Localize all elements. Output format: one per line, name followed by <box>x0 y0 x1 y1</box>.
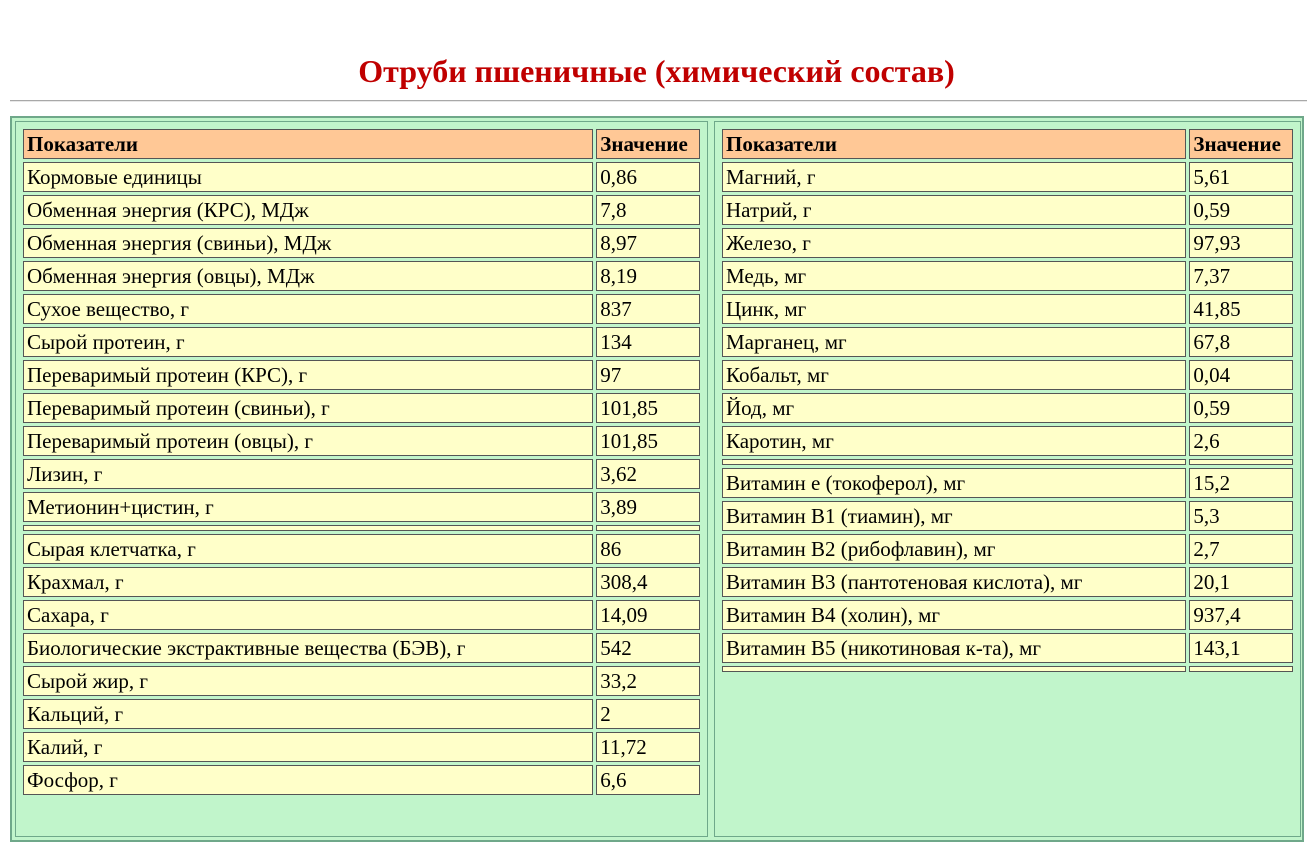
separator-cell <box>1189 666 1293 672</box>
value-cell: 2 <box>596 699 700 729</box>
indicator-cell: Железо, г <box>722 228 1186 258</box>
indicator-cell: Переваримый протеин (свиньи), г <box>23 393 593 423</box>
value-cell: 7,8 <box>596 195 700 225</box>
indicator-cell: Кормовые единицы <box>23 162 593 192</box>
table-header-row <box>23 129 700 159</box>
value-cell: 86 <box>596 534 700 564</box>
table-row <box>722 162 1293 192</box>
value-cell: 143,1 <box>1189 633 1293 663</box>
value-cell: 7,37 <box>1189 261 1293 291</box>
value-cell: 837 <box>596 294 700 324</box>
indicator-cell: Лизин, г <box>23 459 593 489</box>
value-cell: 101,85 <box>596 426 700 456</box>
header-indicator: Показатели <box>722 129 1186 159</box>
indicator-cell: Витамин В5 (никотиновая к-та), мг <box>722 633 1186 663</box>
value-cell: 41,85 <box>1189 294 1293 324</box>
separator-row <box>722 666 1293 672</box>
indicator-cell: Каротин, мг <box>722 426 1186 456</box>
table-row <box>722 426 1293 456</box>
table-row <box>23 699 700 729</box>
indicator-cell: Витамин В3 (пантотеновая кислота), мг <box>722 567 1186 597</box>
separator-cell <box>722 666 1186 672</box>
separator-cell <box>1189 459 1293 465</box>
value-cell: 0,04 <box>1189 360 1293 390</box>
header-value: Значение <box>1189 129 1293 159</box>
table-row <box>23 600 700 630</box>
value-cell: 2,6 <box>1189 426 1293 456</box>
value-cell: 15,2 <box>1189 468 1293 498</box>
table-row <box>23 732 700 762</box>
table-row <box>23 492 700 522</box>
value-cell: 97,93 <box>1189 228 1293 258</box>
indicator-cell: Переваримый протеин (КРС), г <box>23 360 593 390</box>
right-composition-table <box>719 126 1296 675</box>
table-row <box>23 327 700 357</box>
value-cell: 5,3 <box>1189 501 1293 531</box>
table-row <box>722 261 1293 291</box>
value-cell: 308,4 <box>596 567 700 597</box>
table-row <box>722 294 1293 324</box>
left-panel <box>15 121 708 837</box>
indicator-cell: Биологические экстрактивные вещества (БЭВ), г <box>23 633 593 663</box>
page-title: Отруби пшеничные (химический состав) <box>358 53 955 90</box>
separator-row <box>23 525 700 531</box>
table-row <box>23 534 700 564</box>
table-row <box>722 393 1293 423</box>
indicator-cell: Переваримый протеин (овцы), г <box>23 426 593 456</box>
table-row <box>23 567 700 597</box>
indicator-cell: Медь, мг <box>722 261 1186 291</box>
table-row <box>722 534 1293 564</box>
table-row <box>722 195 1293 225</box>
value-cell: 0,59 <box>1189 393 1293 423</box>
value-cell: 134 <box>596 327 700 357</box>
value-cell: 14,09 <box>596 600 700 630</box>
indicator-cell: Витамин В2 (рибофлавин), мг <box>722 534 1186 564</box>
table-row <box>722 600 1293 630</box>
value-cell: 6,6 <box>596 765 700 795</box>
horizontal-rule <box>10 100 1307 102</box>
indicator-cell: Цинк, мг <box>722 294 1186 324</box>
table-header-row <box>722 129 1293 159</box>
table-row <box>23 666 700 696</box>
indicator-cell: Йод, мг <box>722 393 1186 423</box>
value-cell: 101,85 <box>596 393 700 423</box>
value-cell: 33,2 <box>596 666 700 696</box>
indicator-cell: Калий, г <box>23 732 593 762</box>
table-row <box>23 393 700 423</box>
table-row <box>23 633 700 663</box>
header-value: Значение <box>596 129 700 159</box>
indicator-cell: Витамин В4 (холин), мг <box>722 600 1186 630</box>
indicator-cell: Сухое вещество, г <box>23 294 593 324</box>
value-cell: 97 <box>596 360 700 390</box>
indicator-cell: Магний, г <box>722 162 1186 192</box>
right-panel <box>714 121 1301 837</box>
table-row <box>722 327 1293 357</box>
indicator-cell: Фосфор, г <box>23 765 593 795</box>
header-indicator: Показатели <box>23 129 593 159</box>
value-cell: 67,8 <box>1189 327 1293 357</box>
table-row <box>23 195 700 225</box>
table-row <box>23 765 700 795</box>
left-composition-table <box>20 126 703 798</box>
indicator-cell: Сырой протеин, г <box>23 327 593 357</box>
indicator-cell: Обменная энергия (КРС), МДж <box>23 195 593 225</box>
table-row <box>722 228 1293 258</box>
value-cell: 3,89 <box>596 492 700 522</box>
table-row <box>23 459 700 489</box>
tables-container <box>10 116 1304 842</box>
table-row <box>722 468 1293 498</box>
table-row <box>23 261 700 291</box>
separator-cell <box>23 525 593 531</box>
separator-row <box>722 459 1293 465</box>
table-row <box>722 501 1293 531</box>
indicator-cell: Сахара, г <box>23 600 593 630</box>
indicator-cell: Крахмал, г <box>23 567 593 597</box>
separator-cell <box>722 459 1186 465</box>
table-row <box>23 228 700 258</box>
value-cell: 0,59 <box>1189 195 1293 225</box>
value-cell: 8,19 <box>596 261 700 291</box>
indicator-cell: Кобальт, мг <box>722 360 1186 390</box>
indicator-cell: Сырая клетчатка, г <box>23 534 593 564</box>
table-row <box>23 426 700 456</box>
indicator-cell: Натрий, г <box>722 195 1186 225</box>
indicator-cell: Обменная энергия (свиньи), МДж <box>23 228 593 258</box>
value-cell: 937,4 <box>1189 600 1293 630</box>
indicator-cell: Кальций, г <box>23 699 593 729</box>
value-cell: 542 <box>596 633 700 663</box>
value-cell: 20,1 <box>1189 567 1293 597</box>
value-cell: 0,86 <box>596 162 700 192</box>
table-row <box>23 162 700 192</box>
value-cell: 5,61 <box>1189 162 1293 192</box>
indicator-cell: Витамин В1 (тиамин), мг <box>722 501 1186 531</box>
value-cell: 3,62 <box>596 459 700 489</box>
indicator-cell: Обменная энергия (овцы), МДж <box>23 261 593 291</box>
indicator-cell: Витамин е (токоферол), мг <box>722 468 1186 498</box>
indicator-cell: Сырой жир, г <box>23 666 593 696</box>
table-row <box>722 567 1293 597</box>
indicator-cell: Метионин+цистин, г <box>23 492 593 522</box>
table-row <box>722 633 1293 663</box>
value-cell: 11,72 <box>596 732 700 762</box>
table-row <box>23 294 700 324</box>
value-cell: 2,7 <box>1189 534 1293 564</box>
value-cell: 8,97 <box>596 228 700 258</box>
separator-cell <box>596 525 700 531</box>
indicator-cell: Марганец, мг <box>722 327 1186 357</box>
table-row <box>722 360 1293 390</box>
table-row <box>23 360 700 390</box>
